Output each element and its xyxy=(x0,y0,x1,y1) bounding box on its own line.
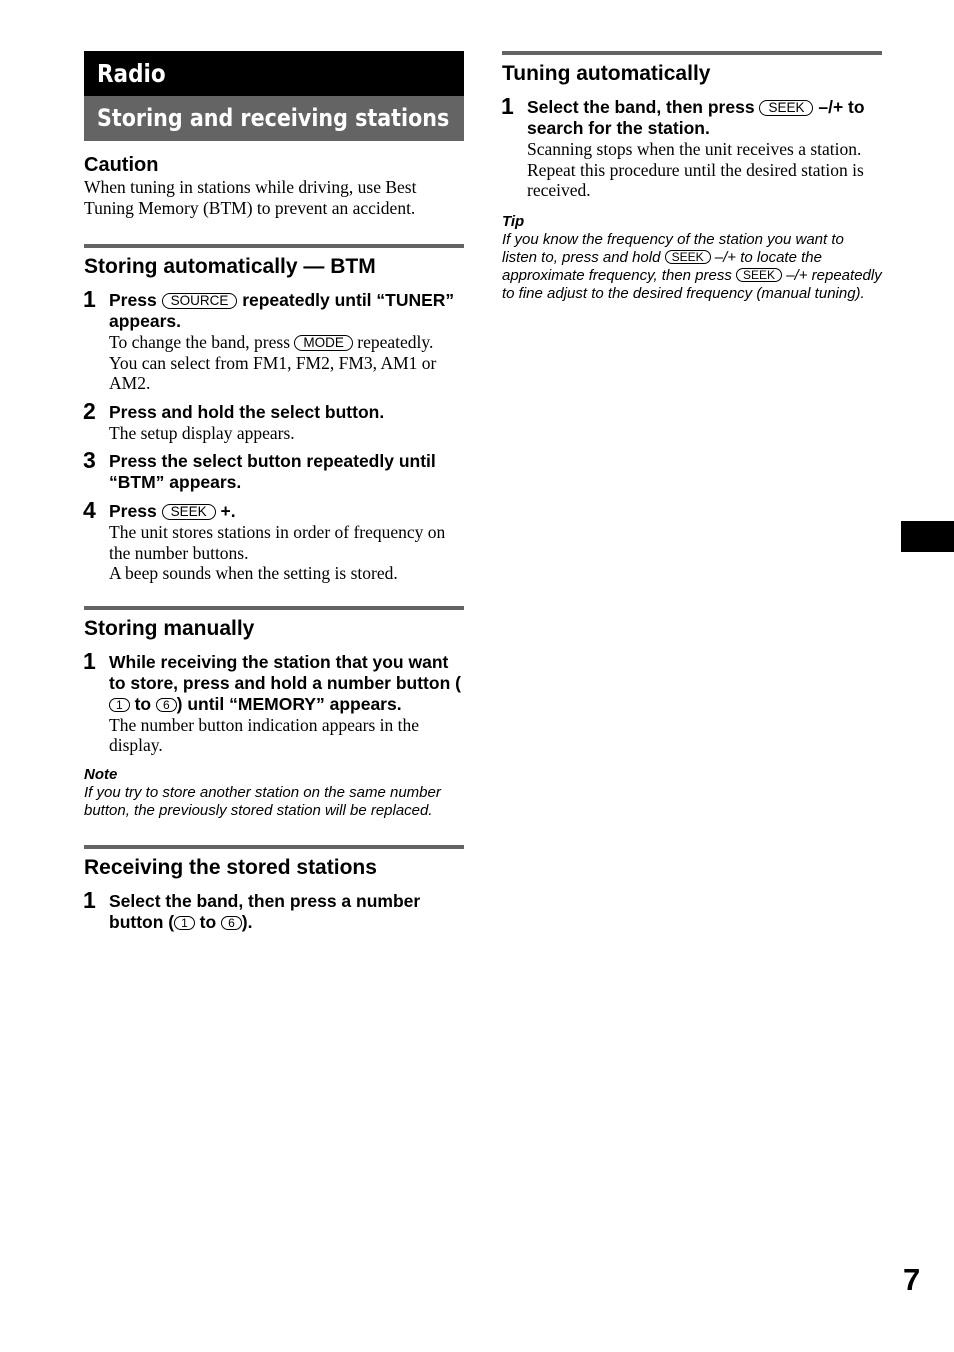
subsection-title-bar xyxy=(84,96,464,141)
section-rule xyxy=(502,51,882,55)
step-title-text: Press xyxy=(109,290,157,310)
step-title xyxy=(109,501,464,522)
step-title xyxy=(109,891,464,933)
tip-text xyxy=(502,231,882,304)
tuning-step-1 xyxy=(501,93,882,201)
step-title-text: Select the band, then press a number button ( xyxy=(109,891,421,933)
step-number: 1 xyxy=(83,887,96,914)
number-key-1-icon: 1 xyxy=(174,916,195,930)
btm-heading: Storing automatically — BTM xyxy=(84,255,376,278)
step-title: Press and hold the select button. xyxy=(109,401,385,422)
seek-key-icon: SEEK xyxy=(736,268,782,282)
step-title: Press the select button repeatedly until “BTM” appears. xyxy=(109,451,436,492)
tip-text-part: –/+ repeatedly to fine adjust to the desired frequency (manual tuning). xyxy=(502,267,882,303)
mode-key-icon: MODE xyxy=(294,335,353,351)
left-column xyxy=(84,51,464,933)
step-body: The setup display appears. xyxy=(109,422,295,443)
side-tab-marker xyxy=(901,521,954,552)
caution-heading: Caution xyxy=(84,154,159,176)
section-rule xyxy=(84,845,464,849)
step-title xyxy=(527,97,882,139)
tip-heading: Tip xyxy=(502,212,525,230)
seek-key-icon: SEEK xyxy=(665,250,711,264)
subsection-title: Storing and receiving stations xyxy=(97,104,450,132)
right-column xyxy=(502,51,882,304)
step-title-text: Press xyxy=(109,501,157,521)
section-rule xyxy=(84,244,464,248)
step-number: 4 xyxy=(83,497,96,523)
step-title-text: to xyxy=(199,912,217,933)
step-title xyxy=(109,652,464,715)
step-body: Scanning stops when the unit receives a station. Repeat this procedure until the desired station is received. xyxy=(527,139,864,200)
step-body: A beep sounds when the setting is stored. xyxy=(109,563,398,583)
step-title xyxy=(109,290,464,332)
section-title: Radio xyxy=(97,59,166,88)
step-number: 3 xyxy=(83,447,96,473)
step-body-text: To change the band, press xyxy=(109,332,291,352)
seek-key-icon: SEEK xyxy=(162,504,216,520)
step-title-text: ). xyxy=(241,912,253,933)
step-number: 1 xyxy=(83,286,96,312)
btm-section xyxy=(84,244,464,584)
caution-block xyxy=(84,153,464,219)
step-title-text: Select the band, then press xyxy=(527,97,755,117)
step-number: 2 xyxy=(83,397,96,424)
step-title-text: to xyxy=(134,693,152,714)
tip-text-part: –/+ to locate the approximate frequency, then press xyxy=(502,248,822,285)
receiving-section xyxy=(84,845,464,933)
source-key-icon: SOURCE xyxy=(162,293,238,309)
manual-heading: Storing manually xyxy=(84,616,255,640)
step-body xyxy=(109,332,464,394)
step-title-text: –/+ to search for the station. xyxy=(527,97,865,138)
step-body-text: repeatedly. You can select from FM1, FM2, FM3, AM1 or AM2. xyxy=(109,332,437,393)
step-title-text: ) until “MEMORY” appears. xyxy=(176,693,402,714)
receiving-heading: Receiving the stored stations xyxy=(84,856,377,880)
page-number: 7 xyxy=(903,1262,921,1297)
number-key-6-icon: 6 xyxy=(221,916,242,930)
manual-step-1 xyxy=(83,647,464,756)
manual-section xyxy=(84,606,464,821)
caution-text: When tuning in stations while driving, use Best Tuning Memory (BTM) to prevent an accident. xyxy=(84,177,417,218)
note-text: If you try to store another station on the same number button, the previously stored station will be replaced. xyxy=(84,783,441,819)
btm-step-3 xyxy=(83,447,464,493)
seek-key-icon: SEEK xyxy=(759,100,813,116)
step-title-text: While receiving the station that you want to store, press and hold a number button ( xyxy=(109,651,461,693)
btm-step-1 xyxy=(83,286,464,394)
step-body: The number button indication appears in the display. xyxy=(109,714,420,755)
btm-step-4 xyxy=(83,497,464,584)
step-number: 1 xyxy=(83,647,96,674)
number-key-1-icon: 1 xyxy=(109,698,130,712)
step-title-text: repeatedly until “TUNER” appears. xyxy=(109,290,455,331)
tip-text-part: If you know the frequency of the station you want to listen to, press and hold xyxy=(502,230,844,266)
receiving-step-1 xyxy=(83,887,464,933)
btm-step-2 xyxy=(83,397,464,444)
step-title-text: +. xyxy=(220,501,236,521)
note-heading: Note xyxy=(84,765,118,783)
section-rule xyxy=(84,606,464,610)
step-number: 1 xyxy=(501,93,514,119)
tuning-heading: Tuning automatically xyxy=(502,62,711,85)
section-title-bar xyxy=(84,51,464,96)
number-key-6-icon: 6 xyxy=(156,698,177,712)
step-body: The unit stores stations in order of frequency on the number buttons. xyxy=(109,522,446,563)
